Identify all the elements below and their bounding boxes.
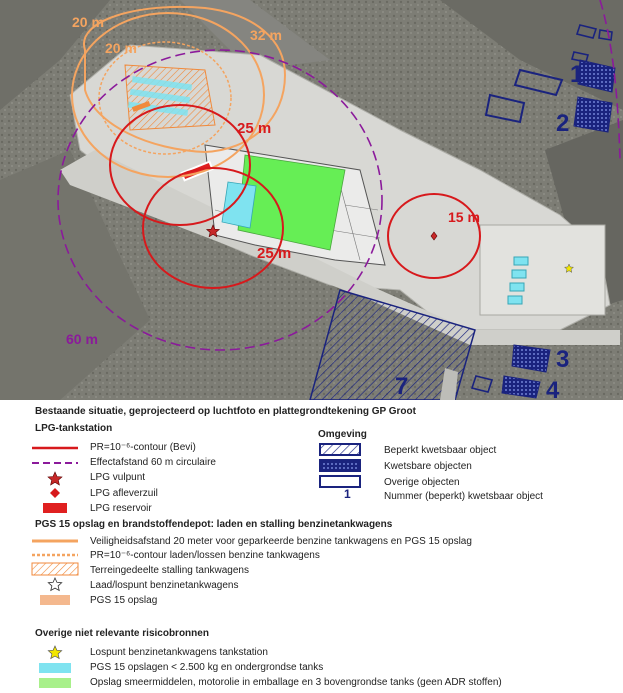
legend-other-header: Overige niet relevante risicobronnen <box>35 628 209 639</box>
object-number-2: 2 <box>556 110 570 137</box>
legend-other-item: Opslag smeermiddelen, motorolie in emballage en 3 bovengrondse tanks (geen ADR stoffen) <box>90 677 502 688</box>
legend-lpg-header: LPG-tankstation <box>35 423 113 434</box>
vulnerable-object-2 <box>574 97 612 132</box>
legend-grid-icon <box>320 460 360 471</box>
legend-other-symbols <box>30 644 80 690</box>
legend-pgs-symbols <box>30 536 80 616</box>
legend-diamond-icon <box>50 488 60 498</box>
label-25m-south: 25 m <box>257 245 292 262</box>
legend-lpg-item: PR=10⁻⁶-contour (Bevi) <box>90 442 196 453</box>
legend-star-icon <box>48 472 62 485</box>
legend-pgs15-icon <box>40 595 70 605</box>
legend-white-star-icon <box>48 578 61 591</box>
label-25m-north: 25 m <box>237 120 272 137</box>
legend-pgs-item: Veiligheidsafstand 20 meter voor geparkeerde benzine tankwagens en PGS 15 opslag <box>90 536 472 547</box>
legend-yellow-star-icon <box>48 646 61 659</box>
legend-number-sample: 1 <box>344 487 351 501</box>
cyan-tank <box>512 270 526 278</box>
label-60m: 60 m <box>66 331 98 347</box>
legend-environment-item: Nummer (beperkt) kwetsbaar object <box>384 491 543 502</box>
legend-other-item: PGS 15 opslagen < 2.500 kg en ondergrondse tanks <box>90 662 324 673</box>
legend-outline-icon <box>320 476 360 487</box>
label-15m: 15 m <box>448 209 480 225</box>
legend-hatched-icon <box>320 444 360 455</box>
legend-pgs-item: Laad/lospunt benzinetankwagens <box>90 580 239 591</box>
map-legend <box>0 400 623 693</box>
legend-environment-header: Omgeving <box>318 429 367 440</box>
legend-lpg-item: Effectafstand 60 m circulaire <box>90 457 216 468</box>
cyan-tank <box>510 283 524 291</box>
object-number-4: 4 <box>546 377 560 400</box>
label-20m-inner: 20 m <box>105 40 137 56</box>
legend-environment-item: Beperkt kwetsbaar object <box>384 445 497 456</box>
cyan-tank <box>508 296 522 304</box>
legend-cyan-icon <box>39 663 71 673</box>
cyan-tank <box>514 257 528 265</box>
legend-lpg-item: LPG afleverzuil <box>90 488 158 499</box>
label-32m: 32 m <box>250 27 282 43</box>
legend-other-item: Lospunt benzinetankwagens tankstation <box>90 647 268 658</box>
object-number-7: 7 <box>395 373 409 400</box>
legend-green-icon <box>39 678 71 688</box>
legend-lpg-item: LPG vulpunt <box>90 472 146 483</box>
cyan-pgs15-small-storage <box>222 182 256 228</box>
legend-pgs-item: PGS 15 opslag <box>90 595 158 606</box>
label-20m-outer: 20 m <box>72 14 104 30</box>
legend-title: Bestaande situatie, geprojecteerd op luchtfoto en plattegrondtekening GP Groot <box>35 406 416 417</box>
legend-pgs-item: PR=10⁻⁶-contour laden/lossen benzine tankwagens <box>90 550 320 561</box>
legend-reservoir-icon <box>43 503 67 513</box>
legend-environment-symbols <box>318 442 368 512</box>
legend-lpg-symbols <box>30 442 80 522</box>
legend-environment-item: Overige objecten <box>384 477 460 488</box>
legend-pgs-item: Terreingedeelte stalling tankwagens <box>90 565 249 576</box>
legend-lpg-item: LPG reservoir <box>90 503 152 514</box>
legend-pgs-header: PGS 15 opslag en brandstoffendepot: laden en stalling benzinetankwagens <box>35 519 393 530</box>
legend-environment-item: Kwetsbare objecten <box>384 461 472 472</box>
legend-orange-hatch-icon <box>32 563 78 575</box>
object-number-1: 1 <box>570 61 584 88</box>
parking-east <box>480 225 605 315</box>
object-number-3: 3 <box>556 346 570 373</box>
